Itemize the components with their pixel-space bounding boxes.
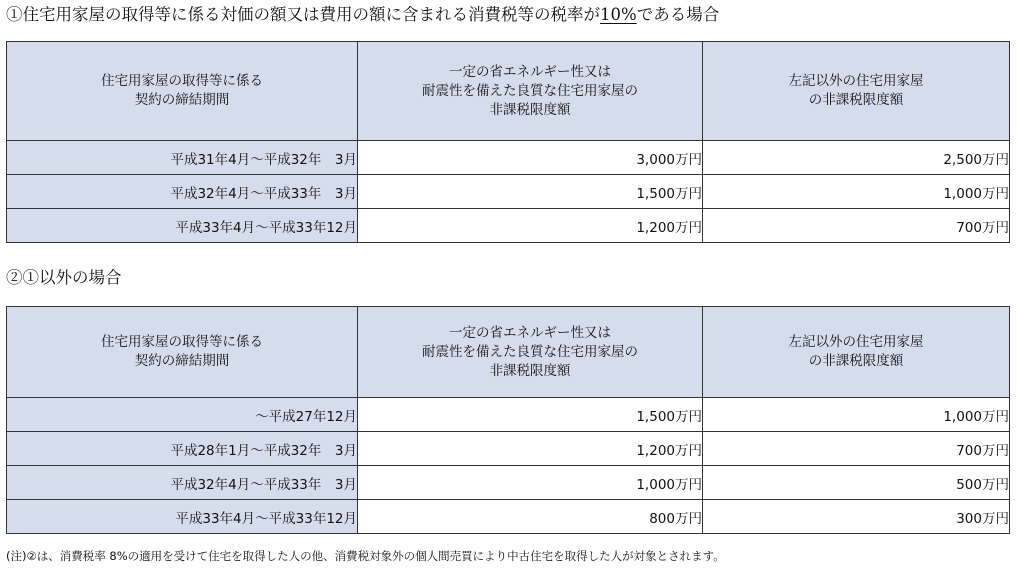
other-limit-cell: 300万円 <box>703 500 1010 534</box>
period-cell: 平成32年4月〜平成33年 3月 <box>7 175 358 209</box>
section2-table <box>6 306 1010 534</box>
section1-heading-suffix: である場合 <box>636 5 720 24</box>
header-good-house-limit <box>358 42 703 141</box>
header-good-line2: 耐震性を備えた良質な住宅用家屋の <box>422 82 638 99</box>
other-limit-cell: 500万円 <box>703 466 1010 500</box>
section1-heading-prefix: ①住宅用家屋の取得等に係る対価の額又は費用の額に含まれる消費税等の税率が <box>6 5 600 24</box>
header-period-line2: 契約の締結期間 <box>134 92 230 108</box>
header-good-house-limit <box>358 307 703 398</box>
other-limit-cell: 700万円 <box>703 209 1010 243</box>
good-limit-cell: 3,000万円 <box>358 141 703 175</box>
header-other-line1: 左記以外の住宅用家屋 <box>788 73 924 89</box>
header-period-line2: 契約の締結期間 <box>134 353 230 369</box>
good-limit-cell: 1,200万円 <box>358 432 703 466</box>
header-other-house-limit <box>703 307 1010 398</box>
table-row <box>7 209 1010 243</box>
header-good-line1: 一定の省エネルギー性又は <box>449 63 611 80</box>
period-cell: 平成31年4月〜平成32年 3月 <box>7 141 358 175</box>
section1-heading <box>6 5 719 25</box>
period-cell: 平成28年1月〜平成32年 3月 <box>7 432 358 466</box>
good-limit-cell: 1,000万円 <box>358 466 703 500</box>
section1-header-row <box>7 42 1010 141</box>
header-period-line1: 住宅用家屋の取得等に係る <box>101 73 263 89</box>
good-limit-cell: 1,500万円 <box>358 175 703 209</box>
header-period-line1: 住宅用家屋の取得等に係る <box>101 334 263 350</box>
footnote: (注)②は、消費税率 8%の適用を受けて住宅を取得した人の他、消費税対象外の個人間売買により中古住宅を取得した人が対象とされます。 <box>6 549 725 563</box>
header-period <box>7 42 358 141</box>
table-row <box>7 141 1010 175</box>
period-cell: 平成33年4月〜平成33年12月 <box>7 209 358 243</box>
other-limit-cell: 700万円 <box>703 432 1010 466</box>
header-other-line2: の非課税限度額 <box>808 353 904 369</box>
header-good-line3: 非課税限度額 <box>489 101 571 118</box>
other-limit-cell: 1,000万円 <box>703 175 1010 209</box>
section2-header-row <box>7 307 1010 398</box>
good-limit-cell: 1,200万円 <box>358 209 703 243</box>
header-good-line3: 非課税限度額 <box>489 362 571 379</box>
header-other-line1: 左記以外の住宅用家屋 <box>788 334 924 350</box>
header-good-line2: 耐震性を備えた良質な住宅用家屋の <box>422 343 638 360</box>
period-cell: 平成33年4月〜平成33年12月 <box>7 500 358 534</box>
table-row <box>7 500 1010 534</box>
period-cell: 〜平成27年12月 <box>7 398 358 432</box>
good-limit-cell: 800万円 <box>358 500 703 534</box>
table-row <box>7 398 1010 432</box>
header-other-house-limit <box>703 42 1010 141</box>
other-limit-cell: 2,500万円 <box>703 141 1010 175</box>
other-limit-cell: 1,000万円 <box>703 398 1010 432</box>
section2-heading: ②①以外の場合 <box>6 268 122 287</box>
header-other-line2: の非課税限度額 <box>808 92 904 108</box>
section1-heading-rate: 10% <box>600 5 637 24</box>
good-limit-cell: 1,500万円 <box>358 398 703 432</box>
header-good-line1: 一定の省エネルギー性又は <box>449 324 611 341</box>
period-cell: 平成32年4月〜平成33年 3月 <box>7 466 358 500</box>
section1-table <box>6 41 1010 243</box>
table-row <box>7 432 1010 466</box>
header-period <box>7 307 358 398</box>
table-row <box>7 175 1010 209</box>
table-row <box>7 466 1010 500</box>
